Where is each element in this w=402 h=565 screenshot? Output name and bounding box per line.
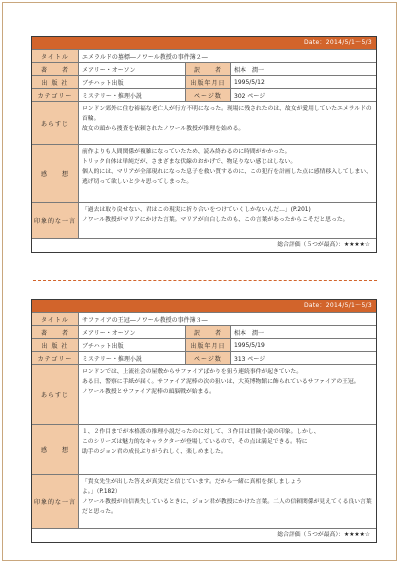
rating-stars: ★★★★☆ [344, 242, 370, 248]
title-label: タイトル [32, 50, 79, 62]
synopsis-label: あらすじ [32, 102, 79, 144]
quote-text [79, 203, 376, 238]
author-row [32, 62, 376, 75]
category-row [32, 351, 376, 364]
page-frame [2, 2, 397, 561]
synopsis-label: あらすじ [32, 365, 79, 424]
pubdate-value: 1995/5/19 [234, 341, 265, 349]
date-bar: Date：2014/5/1～5/3 [32, 37, 376, 49]
synopsis-line: 故女の頭から捜査を依頼されたノワール教授が推理を始める。 [82, 126, 245, 132]
impression-text [79, 145, 376, 202]
review-card-2 [31, 299, 377, 543]
synopsis-row [32, 364, 376, 424]
pages-label: ページ数 [185, 352, 231, 364]
category-label: カテゴリー [32, 89, 79, 101]
translator-label: 訳 者 [185, 326, 231, 338]
category-value: ミステリー・推理小説 [82, 92, 142, 100]
impression-line: このシリーズは魅力的なキャラクターが登場しているので、その点は満足できる。特に [82, 439, 308, 445]
publisher-row [32, 338, 376, 351]
quote-text [79, 475, 376, 528]
synopsis-line: ある日、警察に手紙が届く。サファイア泥棒の次の狙いは、大英博物館に飾られているサファイアの王冠。 [82, 379, 360, 385]
author-value: メアリー・オーソン [82, 329, 136, 337]
quote-line: ノワール教授がマリアにかけた言葉。マリアが自白したのも、この言葉があったからこそだと思った。 [82, 217, 349, 223]
rating-row [32, 238, 376, 252]
impression-label: 感 想 [32, 145, 79, 202]
title-value: サファイアの王冠―ノワール教授の事件簿３― [82, 316, 208, 324]
impression-label: 感 想 [32, 425, 79, 474]
impression-line: 前作よりも人間関係が複雑になっていたため、読み終わるのに時間がかかった。 [82, 149, 291, 155]
translator-value: 相本 潤一 [234, 66, 265, 74]
category-value: ミステリー・推理小説 [82, 355, 142, 363]
synopsis-text [79, 365, 376, 424]
publisher-value: ブチハット出版 [82, 342, 124, 350]
synopsis-line: ノワール教授とサファイア泥棒の頭脳戦が始まる。 [82, 389, 215, 395]
title-value: エメラルドの墓標―ノワール教授の事件簿２― [82, 53, 208, 61]
pages-value: 313 ページ [234, 355, 266, 363]
author-label: 著 者 [32, 326, 79, 338]
cut-line [33, 280, 377, 281]
synopsis-row [32, 101, 376, 144]
impression-text [79, 425, 376, 474]
date-bar: Date：2014/5/1～5/3 [32, 300, 376, 312]
publisher-label: 出 版 社 [32, 339, 79, 351]
impression-line: １、２作目までが本格派の推理小説だったのに対して、３作目は冒険小説の印象。しかし、 [82, 429, 320, 435]
title-label: タイトル [32, 313, 79, 325]
publisher-row [32, 75, 376, 88]
impression-row [32, 424, 376, 474]
review-card-1 [31, 36, 377, 253]
impression-line: 助手のジョン君の成長ぶりがうれしく、楽しめました。 [82, 449, 227, 455]
quote-line: よ。」（P.182） [82, 489, 121, 495]
rating-label: 総合評価（５つが最高）： [277, 532, 345, 538]
rating-row [32, 528, 376, 542]
rating-label: 総合評価（５つが最高）： [277, 242, 345, 248]
impression-line: トリック自体は単純だが、さまざまな伏線のおかげで、物足りない感じはしない。 [82, 159, 297, 165]
pages-label: ページ数 [185, 89, 231, 101]
quote-line: 「過去は取り戻せない、君はこの現実に折り合いをつけていくしかないんだ…」(P.201) [82, 207, 311, 213]
synopsis-text [79, 102, 376, 144]
author-label: 著 者 [32, 63, 79, 75]
category-label: カテゴリー [32, 352, 79, 364]
title-row [32, 49, 376, 62]
synopsis-line: ロンドンでは、上流社会の屋敷からサファイアばかりを狙う連続事件が起きていた。 [82, 369, 302, 375]
translator-label: 訳 者 [185, 63, 231, 75]
translator-value: 相本 潤一 [234, 329, 265, 337]
pubdate-label: 出版年月日 [185, 76, 231, 88]
rating-stars: ★★★★☆ [344, 532, 370, 538]
quote-label: 印象的な一言 [32, 203, 79, 238]
pubdate-label: 出版年月日 [185, 339, 231, 351]
quote-row [32, 202, 376, 238]
author-row [32, 325, 376, 338]
author-value: メアリー・オーソン [82, 66, 136, 74]
title-row [32, 312, 376, 325]
category-row [32, 88, 376, 101]
quote-label: 印象的な一言 [32, 475, 79, 528]
pages-value: 302 ページ [234, 92, 266, 100]
impression-row [32, 144, 376, 202]
quote-row [32, 474, 376, 528]
publisher-value: ブチハット出版 [82, 79, 124, 87]
publisher-label: 出 版 社 [32, 76, 79, 88]
impression-line: 個人的には、マリアが全部現れになった息子を救い質するのに、この犯行を計画した点に感情移入してしまい、逃げ切って欲しいと少々思ってしまった。 [82, 169, 372, 185]
quote-line: 「貴女先生が出した答えが真実だと信じています。だから一緒に真相を探しましょう [82, 479, 302, 485]
pubdate-value: 1995/5/12 [234, 78, 265, 86]
quote-line: ノワール教授が自信喪失しているときに、ジョン君が教授にかけた言葉。二人の信頼関係が見えてくる良い言葉だと思った。 [82, 499, 372, 515]
synopsis-line: ロンドン郊外に住む裕福な老亡人が行方不明になった。现場に残されたのは、故女が愛用していたエメラルドの首輪。 [82, 106, 372, 122]
